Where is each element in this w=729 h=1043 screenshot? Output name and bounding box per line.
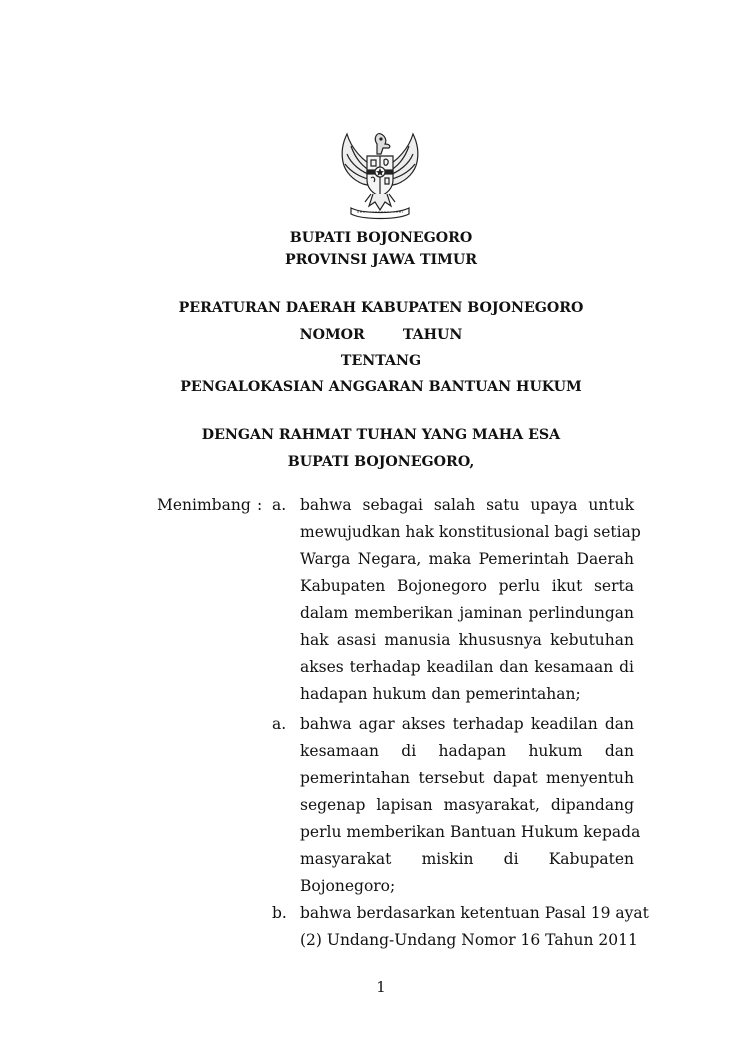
tahun-label: TAHUN [402,327,463,343]
item-line: hak asasi manusia khususnya kebutuhan [300,631,634,649]
title-nomor-tahun [0,326,729,344]
item-letter: a. [272,496,287,514]
item-line: perlu memberikan Bantuan Hukum kepada [300,823,641,841]
item-line: kesamaan di hadapan hukum dan [300,742,634,760]
item-line: pemerintahan tersebut dapat menyentuh [300,769,634,787]
item-line: bahwa sebagai salah satu upaya untuk [300,496,634,514]
item-line: akses terhadap keadilan dan kesamaan di [300,658,634,676]
preamble-line-2: BUPATI BOJONEGORO, [287,454,475,470]
item-line: dalam memberikan jaminan perlindungan [300,604,634,622]
item-line: hadapan hukum dan pemerintahan; [300,685,581,703]
item-line: Warga Negara, maka Pemerintah Daerah [300,550,634,568]
menimbang-label: Menimbang [157,496,251,514]
title-subject: PENGALOKASIAN ANGGARAN BANTUAN HUKUM [180,379,582,395]
preamble-line-1: DENGAN RAHMAT TUHAN YANG MAHA ESA [201,427,561,443]
item-line: mewujudkan hak konstitusional bagi setiap [300,523,641,541]
item-line: Bojonegoro; [300,877,396,895]
header-line-1: BUPATI BOJONEGORO [289,230,473,246]
item-line: Kabupaten Bojonegoro perlu ikut serta [300,577,634,595]
item-line: bahwa agar akses terhadap keadilan dan [300,715,634,733]
garuda-pancasila-emblem-icon [333,128,427,222]
page-number: 1 [376,978,386,996]
menimbang-colon: : [257,496,263,514]
nomor-label: NOMOR [299,327,365,343]
item-letter: b. [272,904,287,922]
item-line: masyarakat miskin di Kabupaten [300,850,634,868]
item-line: segenap lapisan masyarakat, dipandang [300,796,634,814]
item-letter: a. [272,715,287,733]
item-line: bahwa berdasarkan ketentuan Pasal 19 ayat [300,904,649,922]
header-line-2: PROVINSI JAWA TIMUR [284,252,478,268]
item-line: (2) Undang-Undang Nomor 16 Tahun 2011 [300,931,638,949]
title-line-1: PERATURAN DAERAH KABUPATEN BOJONEGORO [178,300,584,316]
title-tentang: TENTANG [340,353,422,369]
